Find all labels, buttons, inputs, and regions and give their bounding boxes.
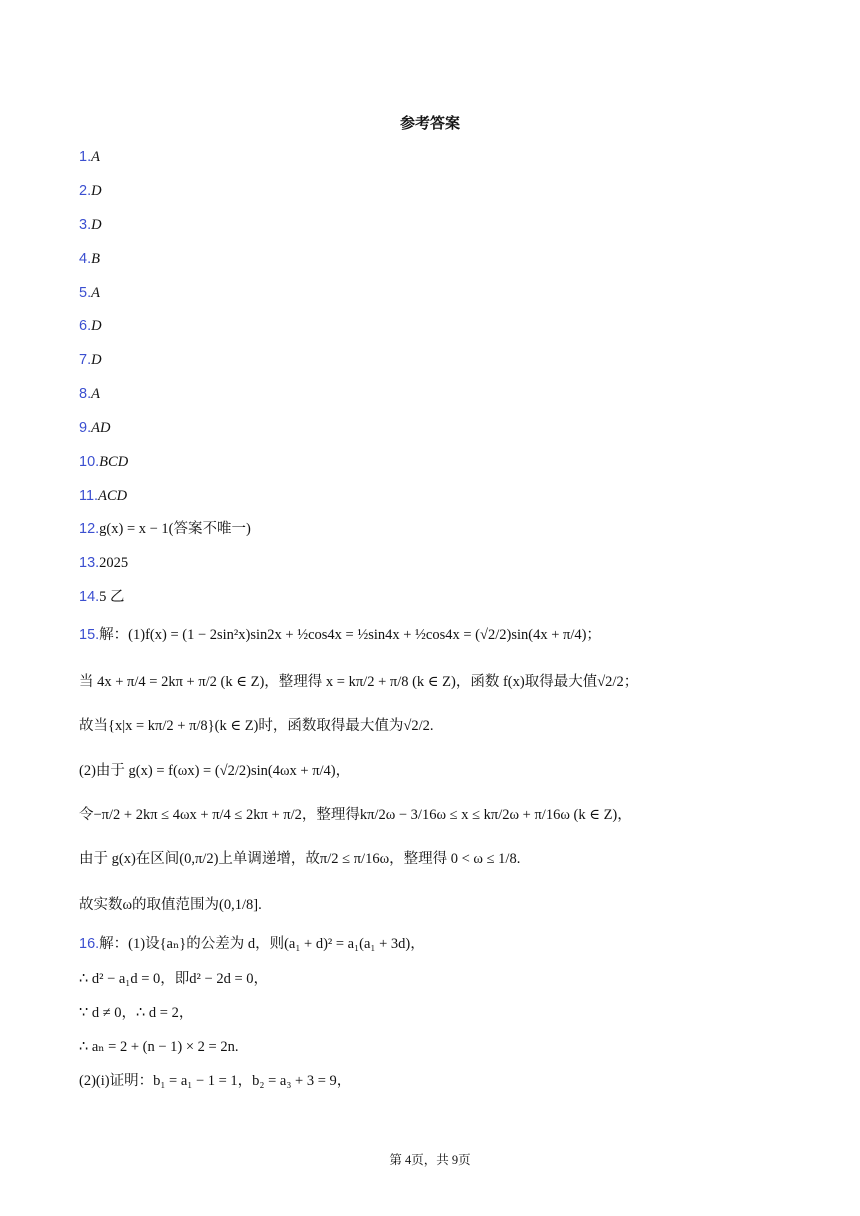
solution-line (79, 849, 520, 869)
solution-text: ∴ d² − a₁d = 0，即d² − 2d = 0， (79, 971, 268, 987)
solution-line (79, 895, 262, 915)
answer-number: 3. (79, 217, 92, 233)
answer-text: D (91, 217, 102, 233)
answer-item (79, 147, 100, 167)
answer-item (79, 587, 125, 607)
solution-line (79, 934, 425, 954)
answer-number: 7. (79, 352, 92, 368)
page-footer: 第 4页，共 9页 (389, 1153, 471, 1167)
solution-line (79, 672, 638, 692)
solution-line (79, 716, 433, 736)
page-title: 参考答案 (399, 114, 460, 132)
solution-line (79, 1037, 238, 1057)
answer-item (79, 283, 100, 303)
solution-line (79, 1003, 193, 1023)
answer-item (79, 486, 127, 506)
answer-number: 8. (79, 386, 92, 402)
solution-number: 15. (79, 627, 100, 643)
answer-number: 2. (79, 183, 92, 199)
answer-number: 12. (79, 521, 100, 537)
answer-text: D (91, 352, 102, 368)
solution-line (79, 805, 632, 825)
answer-text: 2025 (99, 555, 129, 571)
answer-text: A (91, 285, 100, 301)
solution-text: (2)由于 g(x) = f(ωx) = (√2/2)sin(4ωx + π/4)， (79, 763, 351, 779)
answer-item (79, 249, 100, 269)
answer-text: g(x) = x − 1(答案不唯一) (99, 521, 251, 537)
answer-item (79, 215, 102, 235)
answer-text: B (91, 251, 100, 267)
answer-number: 14. (79, 589, 100, 605)
solution-text: 故实数ω的取值范围为(0,1/8]. (79, 897, 262, 913)
answer-item (79, 418, 110, 438)
answer-item (79, 519, 251, 539)
solution-text: 令−π/2 + 2kπ ≤ 4ωx + π/4 ≤ 2kπ + π/2，整理得kπ/2ω − 3/16ω ≤ x ≤ kπ/2ω + π/16ω (k ∈ Z)， (79, 807, 632, 823)
solution-number: 16. (79, 936, 100, 952)
solution-text: 由于 g(x)在区间(0,π/2)上单调递增，故π/2 ≤ π/16ω，整理得 0 < ω ≤ 1/8. (79, 851, 521, 867)
answer-item (79, 452, 128, 472)
answer-text: D (91, 183, 102, 199)
answer-number: 13. (79, 555, 100, 571)
answer-text: A (91, 149, 100, 165)
solution-line (79, 625, 601, 645)
answer-number: 1. (79, 149, 92, 165)
solution-text: 故当{x|x = kπ/2 + π/8}(k ∈ Z)时，函数取得最大值为√2/2. (79, 718, 434, 734)
answer-item (79, 350, 102, 370)
answer-number: 6. (79, 318, 92, 334)
solution-text: 解：(1)设{aₙ}的公差为 d，则(a₁ + d)² = a₁(a₁ + 3d)， (99, 936, 425, 952)
answer-text: ACD (98, 488, 128, 504)
answer-text: 5 乙 (99, 589, 125, 605)
answer-number: 4. (79, 251, 92, 267)
answer-item (79, 181, 102, 201)
solution-text: ∵ d ≠ 0，∴ d = 2， (79, 1005, 194, 1021)
answer-item (79, 384, 100, 404)
solution-text: 当 4x + π/4 = 2kπ + π/2 (k ∈ Z)，整理得 x = kπ/2 + π/8 (k ∈ Z)，函数 f(x)取得最大值√2/2； (79, 674, 639, 690)
solution-text: ∴ aₙ = 2 + (n − 1) × 2 = 2n. (79, 1039, 239, 1055)
answer-text: AD (91, 420, 111, 436)
solution-line (79, 969, 268, 989)
answer-item (79, 316, 102, 336)
solution-line (79, 1071, 351, 1091)
answer-number: 10. (79, 454, 100, 470)
solution-text: 解：(1)f(x) = (1 − 2sin²x)sin2x + ½cos4x = ½sin4x + ½cos4x = (√2/2)sin(4x + π/4)； (99, 627, 601, 643)
answer-number: 9. (79, 420, 92, 436)
solution-line (79, 761, 350, 781)
answer-text: A (91, 386, 100, 402)
solution-text: (2)(i)证明：b₁ = a₁ − 1 = 1，b₂ = a₃ + 3 = 9， (79, 1073, 352, 1089)
answer-item (79, 553, 128, 573)
answer-number: 5. (79, 285, 92, 301)
answer-number: 11. (79, 488, 99, 504)
answer-text: BCD (99, 454, 129, 470)
answer-text: D (91, 318, 102, 334)
